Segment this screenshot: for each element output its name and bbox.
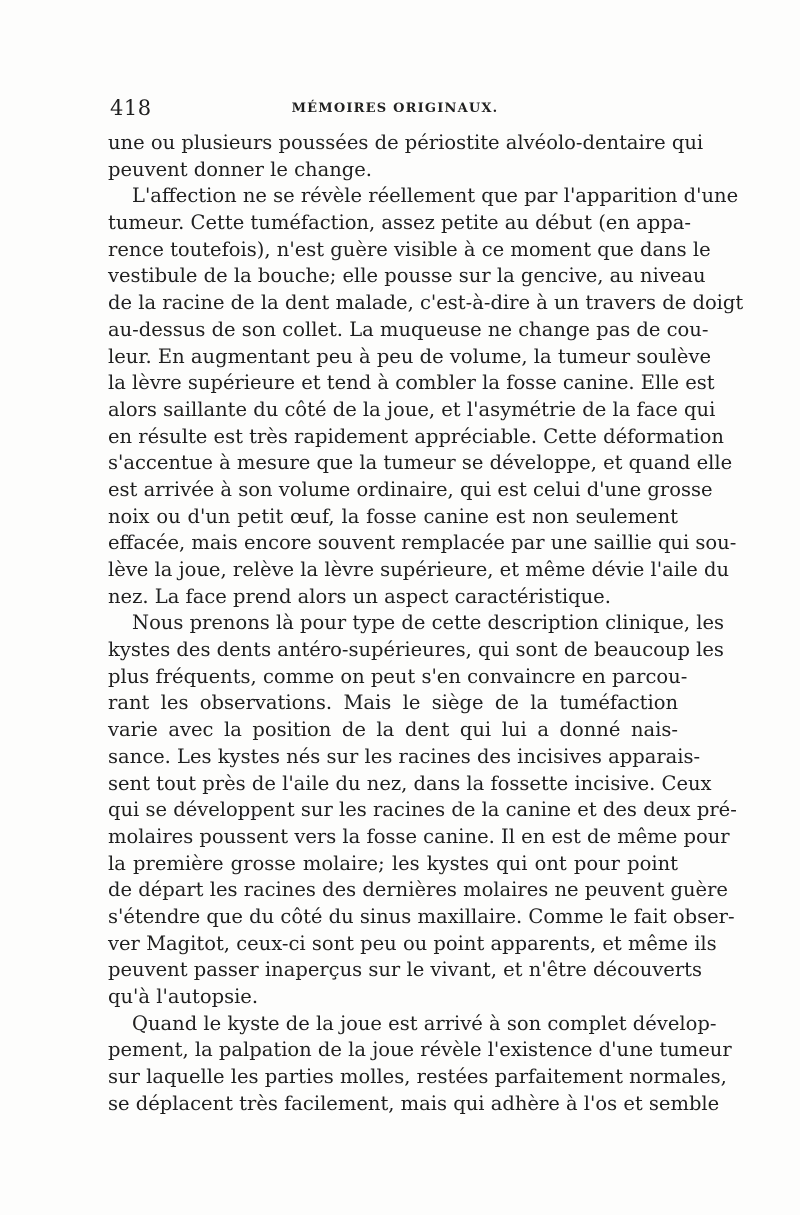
text-line: sur laquelle les parties molles, restées parfaitement normales,: [108, 1065, 727, 1089]
text-line: sent tout près de l'aile du nez, dans la fossette incisive. Ceux: [108, 771, 712, 795]
text-line: leur. En augmentant peu à peu de volume, la tumeur soulève: [108, 344, 712, 368]
text-line: une ou plusieurs poussées de périostite alvéolo-dentaire qui: [108, 131, 704, 154]
text-line: en résulte est très rapidement appréciable. Cette déformation: [108, 424, 724, 448]
text-line: de départ les racines des dernières molaires ne peuvent guère: [108, 878, 728, 902]
text-line: effacée, mais encore souvent remplacée par une saillie qui sou-: [108, 531, 737, 555]
text-line: noix ou d'un petit œuf, la fosse canine est non seulement: [108, 504, 678, 528]
text-line: sance. Les kystes nés sur les racines des incisives apparais-: [108, 744, 701, 768]
text-line: pement, la palpation de la joue révèle l'existence d'une tumeur: [108, 1038, 732, 1062]
text-line: ver Magitot, ceux-ci sont peu ou point apparents, et même ils: [108, 931, 717, 955]
text-line: tumeur. Cette tuméfaction, assez petite au début (en appa-: [108, 211, 691, 235]
text-line: alors saillante du côté de la joue, et l'asymétrie de la face qui: [108, 397, 716, 421]
text-line: de la racine de la dent malade, c'est-à-dire à un travers de doigt: [108, 291, 744, 315]
text-line: kystes des dents antéro-supérieures, qui sont de beaucoup les: [108, 638, 724, 662]
text-line: peuvent passer inaperçus sur le vivant, et n'être découverts: [108, 958, 703, 982]
text-line: nez. La face prend alors un aspect caractéristique.: [108, 584, 611, 608]
text-line: qui se développent sur les racines de la canine et des deux pré-: [108, 798, 737, 822]
text-line: peuvent donner le change.: [108, 157, 372, 181]
text-line: rence toutefois), n'est guère visible à ce moment que dans le: [108, 237, 711, 261]
text-line: se déplacent très facilement, mais qui adhère à l'os et semble: [108, 1091, 720, 1115]
text-line: lève la joue, relève la lèvre supérieure, et même dévie l'aile du: [108, 558, 730, 581]
text-line: s'accentue à mesure que la tumeur se développe, et quand elle: [108, 451, 733, 475]
text-line: au-dessus de son collet. La muqueuse ne change pas de cou-: [108, 317, 709, 341]
text-line: la lèvre supérieure et tend à combler la fosse canine. Elle est: [108, 371, 715, 395]
page-number: 418: [110, 96, 152, 120]
body-text: [108, 130, 744, 1117]
text-line: molaires poussent vers la fosse canine. Il en est de même pour: [108, 824, 730, 848]
text-line: vestibule de la bouche; elle pousse sur la gencive, au niveau: [108, 264, 706, 288]
page-header: [110, 96, 680, 126]
text-line: rant les observations. Mais le siège de la tuméfaction: [108, 691, 678, 715]
text-line: varie avec la position de la dent qui lui a donné nais-: [108, 718, 678, 742]
text-line: s'étendre que du côté du sinus maxillaire. Comme le fait obser-: [108, 904, 735, 928]
text-line: plus fréquents, comme on peut s'en convaincre en parcou-: [108, 664, 688, 688]
text-line: la première grosse molaire; les kystes qui ont pour point: [108, 851, 678, 875]
text-line: est arrivée à son volume ordinaire, qui est celui d'une grosse: [108, 477, 713, 501]
text-line: Nous prenons là pour type de cette description clinique, les: [132, 611, 725, 635]
running-title: MÉMOIRES ORIGINAUX.: [291, 101, 499, 116]
text-line: Quand le kyste de la joue est arrivé à son complet dévelop-: [132, 1011, 717, 1035]
text-line: L'affection ne se révèle réellement que par l'apparition d'une: [132, 184, 739, 208]
text-line: qu'à l'autopsie.: [108, 985, 259, 1008]
